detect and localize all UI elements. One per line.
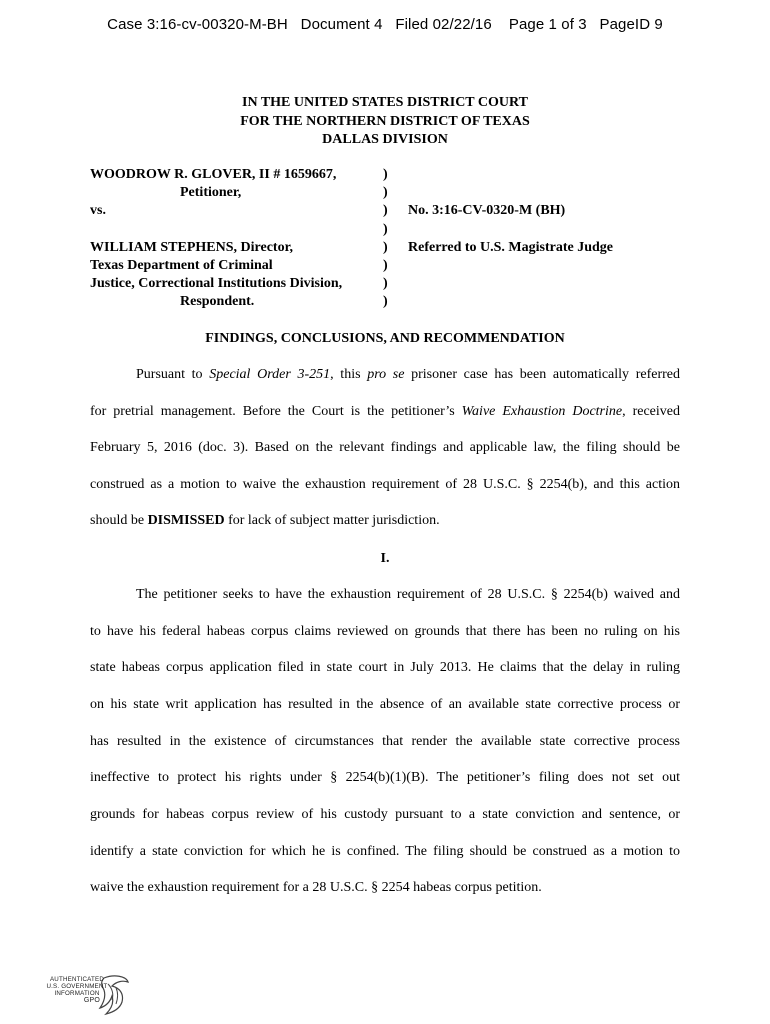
paragraph-line xyxy=(90,404,680,420)
paragraph-line: on his state writ application has resulted in the absence of an available state corrective process or xyxy=(90,697,680,712)
caption-row xyxy=(90,239,710,257)
roman-numeral-heading: I. xyxy=(380,551,390,566)
petitioner-role: Petitioner, xyxy=(180,185,242,201)
text-run: , received xyxy=(622,404,680,419)
caption-row xyxy=(90,202,710,220)
caption-row xyxy=(90,166,710,184)
paragraph-line: identify a state conviction for which he is confined. The filing should be construed as a motion to xyxy=(90,844,680,859)
paragraph-line: The petitioner seeks to have the exhaustion requirement of 28 U.S.C. § 2254(b) waived and xyxy=(136,587,680,602)
caption-row xyxy=(90,257,710,275)
court-heading-line-3: DALLAS DIVISION xyxy=(322,132,448,147)
pro-se-term: pro se xyxy=(367,367,405,382)
respondent-name: WILLIAM STEPHENS, Director, xyxy=(90,239,294,255)
gpo-authentication-seal xyxy=(42,972,132,1018)
referral-note: Referred to U.S. Magistrate Judge xyxy=(408,239,614,255)
text-run: prisoner case has been automatically referred xyxy=(404,367,681,382)
text-run: for pretrial management. Before the Court is the petitioner’s xyxy=(90,404,462,419)
seal-line: GPO xyxy=(83,997,101,1004)
case-caption xyxy=(90,166,710,312)
caption-paren: ) xyxy=(383,167,388,182)
paragraph-line xyxy=(90,513,680,529)
caption-paren: ) xyxy=(383,203,388,219)
respondent-agency-line: Texas Department of Criminal xyxy=(90,257,273,273)
paragraph-line: has resulted in the existence of circumstances that render the available state corrective process xyxy=(90,734,680,749)
seal-line: AUTHENTICATED xyxy=(49,976,105,983)
caption-row xyxy=(90,221,710,239)
caption-row xyxy=(90,293,710,311)
respondent-role: Respondent. xyxy=(180,294,255,310)
text-run: for lack of subject matter jurisdiction. xyxy=(224,513,440,528)
seal-line: U.S. GOVERNMENT xyxy=(46,983,108,990)
text-run: should be xyxy=(90,513,148,528)
section-title: FINDINGS, CONCLUSIONS, AND RECOMMENDATION xyxy=(205,331,565,346)
seal-line: INFORMATION xyxy=(54,990,100,997)
dismissed-term: DISMISSED xyxy=(147,513,225,528)
paragraph-line: ineffective to protect his rights under § 2254(b)(1)(B). The petitioner’s filing does not set out xyxy=(90,770,680,785)
caption-paren: ) xyxy=(383,276,388,292)
paragraph-line: waive the exhaustion requirement for a 28 U.S.C. § 2254 habeas corpus petition. xyxy=(90,880,542,895)
paragraph-line: construed as a motion to waive the exhaustion requirement of 28 U.S.C. § 2254(b), and this action xyxy=(90,477,680,492)
caption-paren: ) xyxy=(383,185,388,201)
caption-row xyxy=(90,275,710,293)
text-run: Pursuant to xyxy=(136,367,210,382)
text-run: , this xyxy=(330,367,368,382)
petitioner-name: WOODROW R. GLOVER, II # 1659667, xyxy=(90,167,337,182)
paragraph-line: February 5, 2016 (doc. 3). Based on the relevant findings and applicable law, the filing should be xyxy=(90,440,680,455)
court-heading xyxy=(0,94,770,150)
paragraph-line: state habeas corpus application filed in state court in July 2013. He claims that the delay in ruling xyxy=(90,660,680,675)
caption-paren: ) xyxy=(383,239,388,255)
case-header-stamp: Case 3:16-cv-00320-M-BH Document 4 Filed 02/22/16 Page 1 of 3 PageID 9 xyxy=(107,16,663,33)
caption-paren: ) xyxy=(383,257,388,273)
respondent-division-line: Justice, Correctional Institutions Division, xyxy=(90,276,343,292)
case-number: No. 3:16-CV-0320-M (BH) xyxy=(408,203,566,219)
seal-text xyxy=(42,976,112,1004)
caption-row xyxy=(90,184,710,202)
versus-label: vs. xyxy=(90,203,106,219)
paragraph-line: grounds for habeas corpus review of his custody pursuant to a state conviction and sentence, or xyxy=(90,807,680,822)
special-order-citation: Special Order 3-251 xyxy=(209,367,331,382)
caption-paren: ) xyxy=(383,221,388,237)
filing-title: Waive Exhaustion Doctrine xyxy=(461,404,623,419)
court-heading-line-1: IN THE UNITED STATES DISTRICT COURT xyxy=(242,95,528,110)
paragraph-line: to have his federal habeas corpus claims reviewed on grounds that there has been no ruling on his xyxy=(90,624,680,639)
caption-paren: ) xyxy=(383,294,388,310)
court-heading-line-2: FOR THE NORTHERN DISTRICT OF TEXAS xyxy=(240,113,530,129)
paragraph-line xyxy=(136,367,680,383)
